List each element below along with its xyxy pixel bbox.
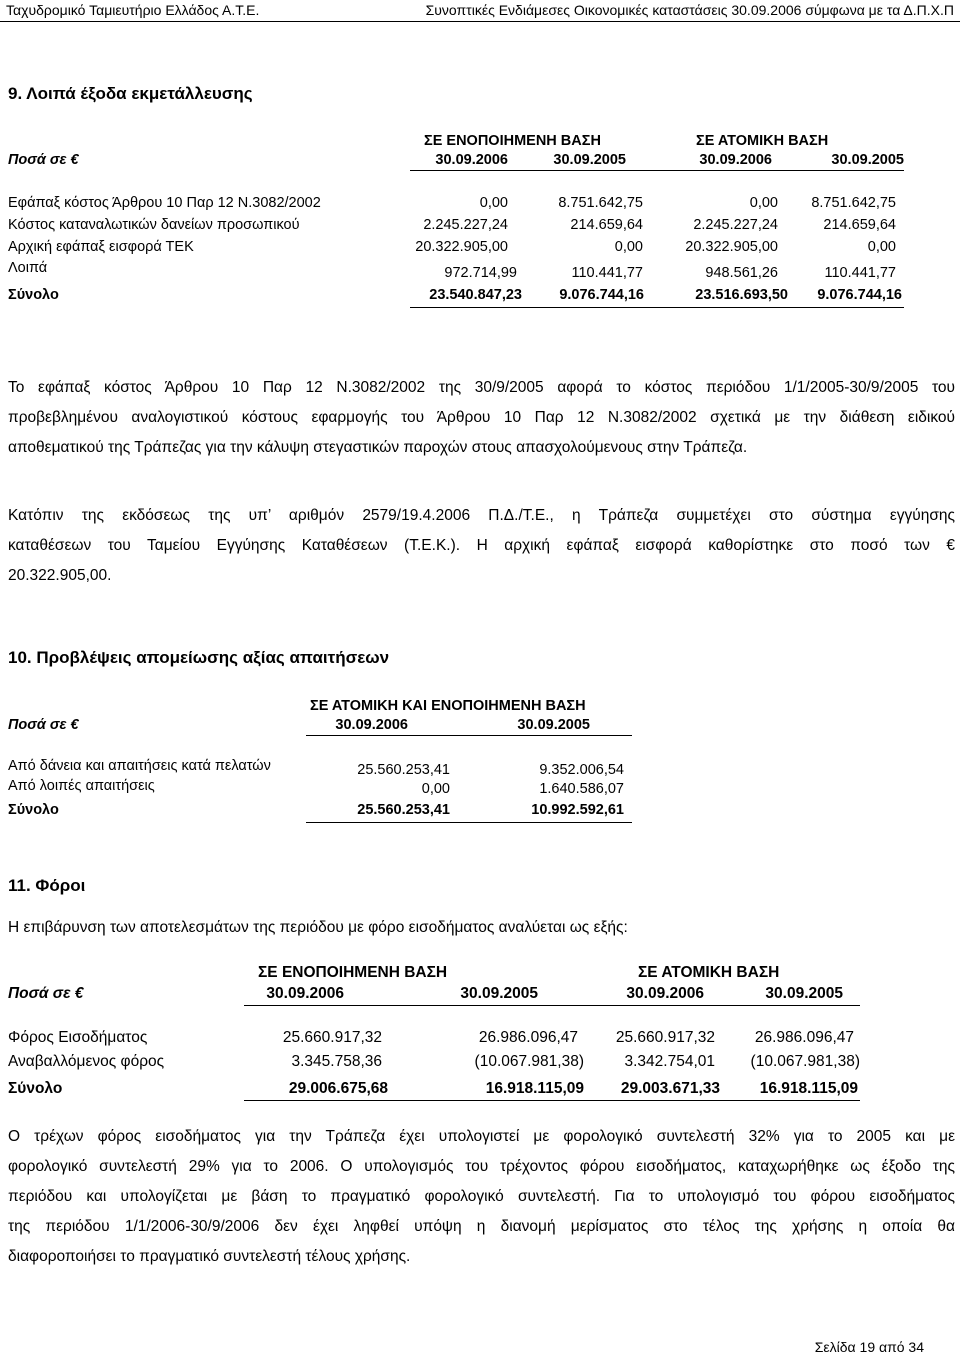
cell-value: 0,00 (749, 195, 778, 211)
group-individual-header: ΣΕ ΑΤΟΜΙΚΗ ΒΑΣΗ (696, 133, 829, 149)
row-label: Από λοιπές απαιτήσεις (8, 778, 155, 794)
group-consolidated-header: ΣΕ ΕΝΟΠΟΙΗΜΕΝΗ ΒΑΣΗ (424, 133, 601, 149)
row-label: Φόρος Εισοδήματος (8, 1029, 148, 1046)
header-underline (410, 170, 904, 171)
cell-value: 0,00 (421, 781, 450, 797)
paragraph-line: αποθεματικού της Τράπεζας για την κάλυψη στεγαστικών παροχών στους απασχολούμενους στην Τράπεζα. (8, 439, 748, 456)
date-header: 30.09.2005 (553, 152, 626, 168)
total-value: 16.918.115,09 (485, 1080, 584, 1097)
cell-value: 0,00 (614, 239, 643, 255)
cell-value: 25.560.253,41 (357, 762, 450, 778)
cell-value: (10.067.981,38) (474, 1053, 584, 1070)
cell-value: 1.640.586,07 (539, 781, 624, 797)
paragraph-deposit-guarantee (8, 501, 955, 591)
row-label: Από δάνεια και απαιτήσεις κατά πελατών (8, 758, 271, 774)
header-divider (0, 21, 960, 22)
total-value: 23.516.693,50 (695, 287, 788, 303)
total-value: 29.003.671,33 (620, 1080, 720, 1097)
row-label: Κόστος καταναλωτικών δανείων προσωπικού (8, 217, 300, 233)
date-header: 30.09.2005 (765, 985, 843, 1002)
amounts-label: Ποσά σε € (8, 717, 79, 733)
section-9-title: 9. Λοιπά έξοδα εκμετάλλευσης (8, 84, 253, 103)
date-header: 30.09.2006 (626, 985, 704, 1002)
header-underline (244, 1005, 860, 1006)
date-header: 30.09.2005 (460, 985, 538, 1002)
total-underline (244, 1100, 860, 1101)
cell-value: 25.660.917,32 (282, 1029, 382, 1046)
paragraph-line: προβεβλημένου αναλογιστικού κόστους εφαρμογής του Άρθρου 10 Παρ 12 Ν.3082/2002 σχετικά με την διάθεση ειδικού (8, 409, 955, 426)
date-header: 30.09.2005 (517, 717, 590, 733)
total-value: 29.006.675,68 (288, 1080, 388, 1097)
total-label: Σύνολο (8, 1080, 63, 1097)
total-label: Σύνολο (8, 802, 59, 818)
cell-value: 25.660.917,32 (615, 1029, 715, 1046)
date-header: 30.09.2006 (335, 717, 408, 733)
cell-value: 214.659,64 (570, 217, 643, 233)
section-11-intro: Η επιβάρυνση των αποτελεσμάτων της περιόδου με φόρο εισοδήματος αναλύεται ως εξής: (8, 919, 628, 936)
date-header: 30.09.2005 (831, 152, 904, 168)
amounts-label: Ποσά σε € (8, 152, 79, 168)
group-header: ΣΕ ΑΤΟΜΙΚΗ ΚΑΙ ΕΝΟΠΟΙΗΜΕΝΗ ΒΑΣΗ (310, 698, 586, 714)
cell-value: 0,00 (867, 239, 896, 255)
page-number: Σελίδα 19 από 34 (814, 1339, 924, 1355)
amounts-label: Ποσά σε € (8, 985, 84, 1002)
date-header: 30.09.2006 (266, 985, 344, 1002)
paragraph-line: Το εφάπαξ κόστος Άρθρου 10 Παρ 12 Ν.3082/2002 της 30/9/2005 αφορά το κόστος περιόδου 1/1/2005-30/9/2005 του (8, 379, 955, 396)
cell-value: 948.561,26 (705, 265, 778, 281)
paragraph-line: διαφοροποιήσει το πραγματικό συντελεστή τέλους χρήσης. (8, 1248, 411, 1265)
total-value: 10.992.592,61 (531, 802, 624, 818)
date-header: 30.09.2006 (699, 152, 772, 168)
cell-value: 20.322.905,00 (415, 239, 508, 255)
paragraph-line: Ο τρέχων φόρος εισοδήματος για την Τράπεζα έχει υπολογιστεί με φορολογικό συντελεστή 32% για το 2005 και με (8, 1128, 955, 1145)
row-label: Αναβαλλόμενος φόρος (8, 1053, 165, 1070)
paragraph-line: περιόδου και υπολογίζεται με βάση το πραγματικό φορολογικό συντελεστή. Για το υπολογισμό του φόρου εισοδήματος (8, 1188, 955, 1205)
cell-value: 214.659,64 (823, 217, 896, 233)
cell-value: 9.352.006,54 (539, 762, 624, 778)
total-value: 23.540.847,23 (429, 287, 522, 303)
row-label: Αρχική εφάπαξ εισφορά ΤΕΚ (8, 239, 194, 255)
row-label: Εφάπαξ κόστος Άρθρου 10 Παρ 12 Ν.3082/2002 (8, 195, 321, 211)
paragraph-line: 20.322.905,00. (8, 567, 112, 584)
cell-value: (10.067.981,38) (750, 1053, 860, 1070)
total-value: 25.560.253,41 (357, 802, 450, 818)
cell-value: 26.986.096,47 (478, 1029, 578, 1046)
cell-value: 2.245.227,24 (693, 217, 778, 233)
total-value: 16.918.115,09 (759, 1080, 858, 1097)
paragraph-cost-explanation (8, 373, 955, 463)
cell-value: 110.441,77 (824, 265, 896, 281)
total-label: Σύνολο (8, 287, 59, 303)
total-value: 9.076.744,16 (817, 287, 902, 303)
paragraph-line: της περιόδου 1/1/2006-30/9/2006 δεν έχει ληφθεί υπόψη η διανομή μερίσματος στο τέλος της χρήσης η οποία θα (8, 1218, 955, 1235)
cell-value: 3.342.754,01 (624, 1053, 715, 1070)
header-report-title: Συνοπτικές Ενδιάμεσες Οικονομικές καταστάσεις 30.09.2006 σύμφωνα με τα Δ.Π.Χ.Π (425, 2, 954, 18)
paragraph-line: φορολογικό συντελεστή 29% για το 2006. Ο υπολογισμός του τρέχοντος φόρου εισοδήματος, καταχωρήθηκε ως έξοδο της (8, 1158, 955, 1175)
paragraph-line: καταθέσεων του Ταμείου Εγγύησης Καταθέσεων (Τ.Ε.Κ.). Η αρχική εφάπαξ εισφορά καθορίστηκε στο ποσό των € (8, 537, 955, 554)
date-header: 30.09.2006 (435, 152, 508, 168)
row-label: Λοιπά (8, 260, 48, 276)
cell-value: 2.245.227,24 (423, 217, 508, 233)
group-consolidated-header: ΣΕ ΕΝΟΠΟΙΗΜΕΝΗ ΒΑΣΗ (258, 964, 448, 981)
cell-value: 8.751.642,75 (558, 195, 643, 211)
section-11-title: 11. Φόροι (8, 876, 86, 895)
total-underline (306, 822, 632, 823)
cell-value: 0,00 (479, 195, 508, 211)
header-bank-name: Ταχυδρομικό Ταμιευτήριο Ελλάδος Α.Τ.Ε. (6, 2, 260, 18)
cell-value: 972.714,99 (444, 265, 517, 281)
paragraph-tax-explanation (8, 1122, 955, 1272)
section-10-title: 10. Προβλέψεις απομείωσης αξίας απαιτήσεων (8, 648, 390, 667)
group-individual-header: ΣΕ ΑΤΟΜΙΚΗ ΒΑΣΗ (638, 964, 780, 981)
total-value: 9.076.744,16 (559, 287, 644, 303)
cell-value: 3.345.758,36 (291, 1053, 382, 1070)
cell-value: 26.986.096,47 (754, 1029, 854, 1046)
cell-value: 8.751.642,75 (811, 195, 896, 211)
cell-value: 20.322.905,00 (685, 239, 778, 255)
paragraph-line: Κατόπιν της εκδόσεως της υπ’ αριθμόν 2579/19.4.2006 Π.Δ./Τ.Ε., η Τράπεζα συμμετέχει στο σύστημα εγγύησης (8, 507, 955, 524)
header-underline (306, 735, 632, 736)
cell-value: 110.441,77 (571, 265, 643, 281)
total-underline (410, 307, 904, 308)
